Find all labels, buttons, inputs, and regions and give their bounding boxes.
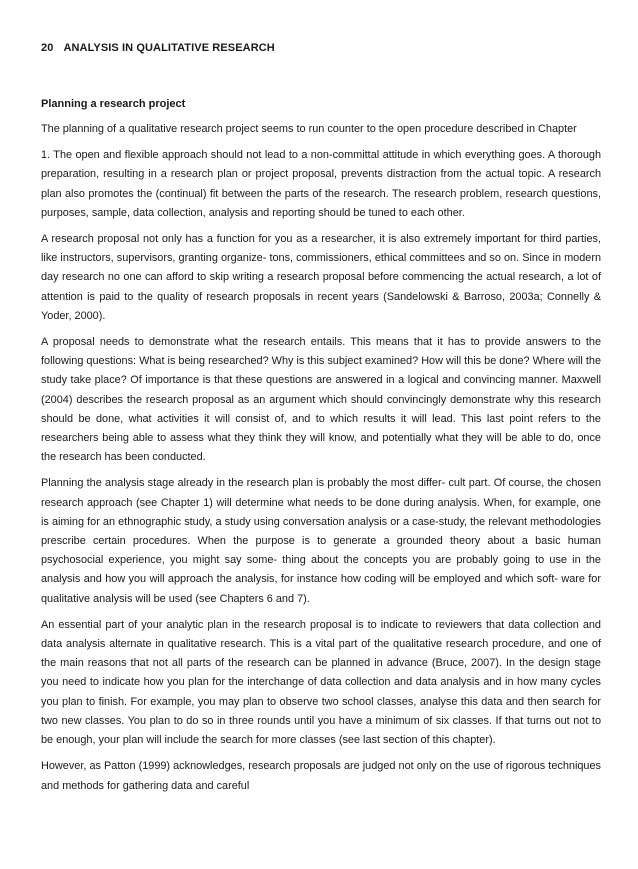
body-text — [41, 120, 601, 803]
paragraph: A proposal needs to demonstrate what the research entails. This means that it has to provide answers to the following questions: What is being researched? Why is this subject examined? How will this be done? Where will the study take place? Of importance is that these questions are answered in a logical and convincing manner. Maxwell (2004) describes the research proposal as an argument which should convincingly demonstrate why this research should be done, what activities it will consist of, and to which results it will lead. This last point refers to the researchers being able to assess what they think they will know, and potentially what they will be able to do, once the research has been conducted. — [41, 336, 601, 464]
running-header — [41, 42, 275, 54]
running-title: ANALYSIS IN QUALITATIVE RESEARCH — [63, 42, 275, 54]
paragraph: 1. The open and flexible approach should not lead to a non-committal attitude in which everything goes. A thorough preparation, resulting in a research plan or project proposal, prevents distraction from the actual topic. A research plan also promotes the (continual) fit between the parts of the research. The research problem, research questions, purposes, sample, data collection, analysis and reporting should be tuned to each other. — [41, 149, 601, 219]
paragraph: However, as Patton (1999) acknowledges, research proposals are judged not only on the use of rigorous techniques and methods for gathering data and careful — [41, 760, 601, 792]
paragraph: The planning of a qualitative research project seems to run counter to the open procedure described in Chapter — [41, 123, 577, 135]
paragraph: A research proposal not only has a function for you as a researcher, it is also extremely important for third parties, like instructors, supervisors, granting organize- tons, commissioners, ethical committees and so on. Since in modern day research no one can afford to skip writing a research proposal before commencing the actual research, a lot of attention is paid to the quality of research proposals in recent years (Sandelowski & Barroso, 2003a; Connelly & Yoder, 2000). — [41, 233, 601, 322]
page-number: 20 — [41, 42, 54, 54]
paragraph: Planning the analysis stage already in the research plan is probably the most differ- cult part. Of course, the chosen research approach (see Chapter 1) will determine what needs to be done during analysis. When, for example, one is aiming for an ethnographic study, a study using conversation analysis or a case-study, the relevant methodologies prescribe certain procedures. When the purpose is to generate a grounded theory about a basic human psychosocial experience, you might say some- thing about the concepts you are probably going to use in the analysis and how you will approach the analysis, for instance how coding will be employed and which soft- ware for qualitative analysis will be used (see Chapters 6 and 7). — [41, 477, 601, 605]
section-heading: Planning a research project — [41, 98, 186, 110]
paragraph: An essential part of your analytic plan in the research proposal is to indicate to reviewers that data collection and data analysis alternate in qualitative research. This is a vital part of the qualitative research procedure, and one of the main reasons that not all parts of the research can be planned in advance (Bruce, 2007). In the design stage you need to indicate how you plan for the interchange of data collection and data analysis and in how many cycles you plan to finish. For example, you may plan to observe two school classes, analyse this data and then search for two new classes. You plan to do so in three rounds until you have a minimum of six classes. If that turns out not to be enough, your plan will include the search for more classes (see last section of this chapter). — [41, 618, 601, 747]
